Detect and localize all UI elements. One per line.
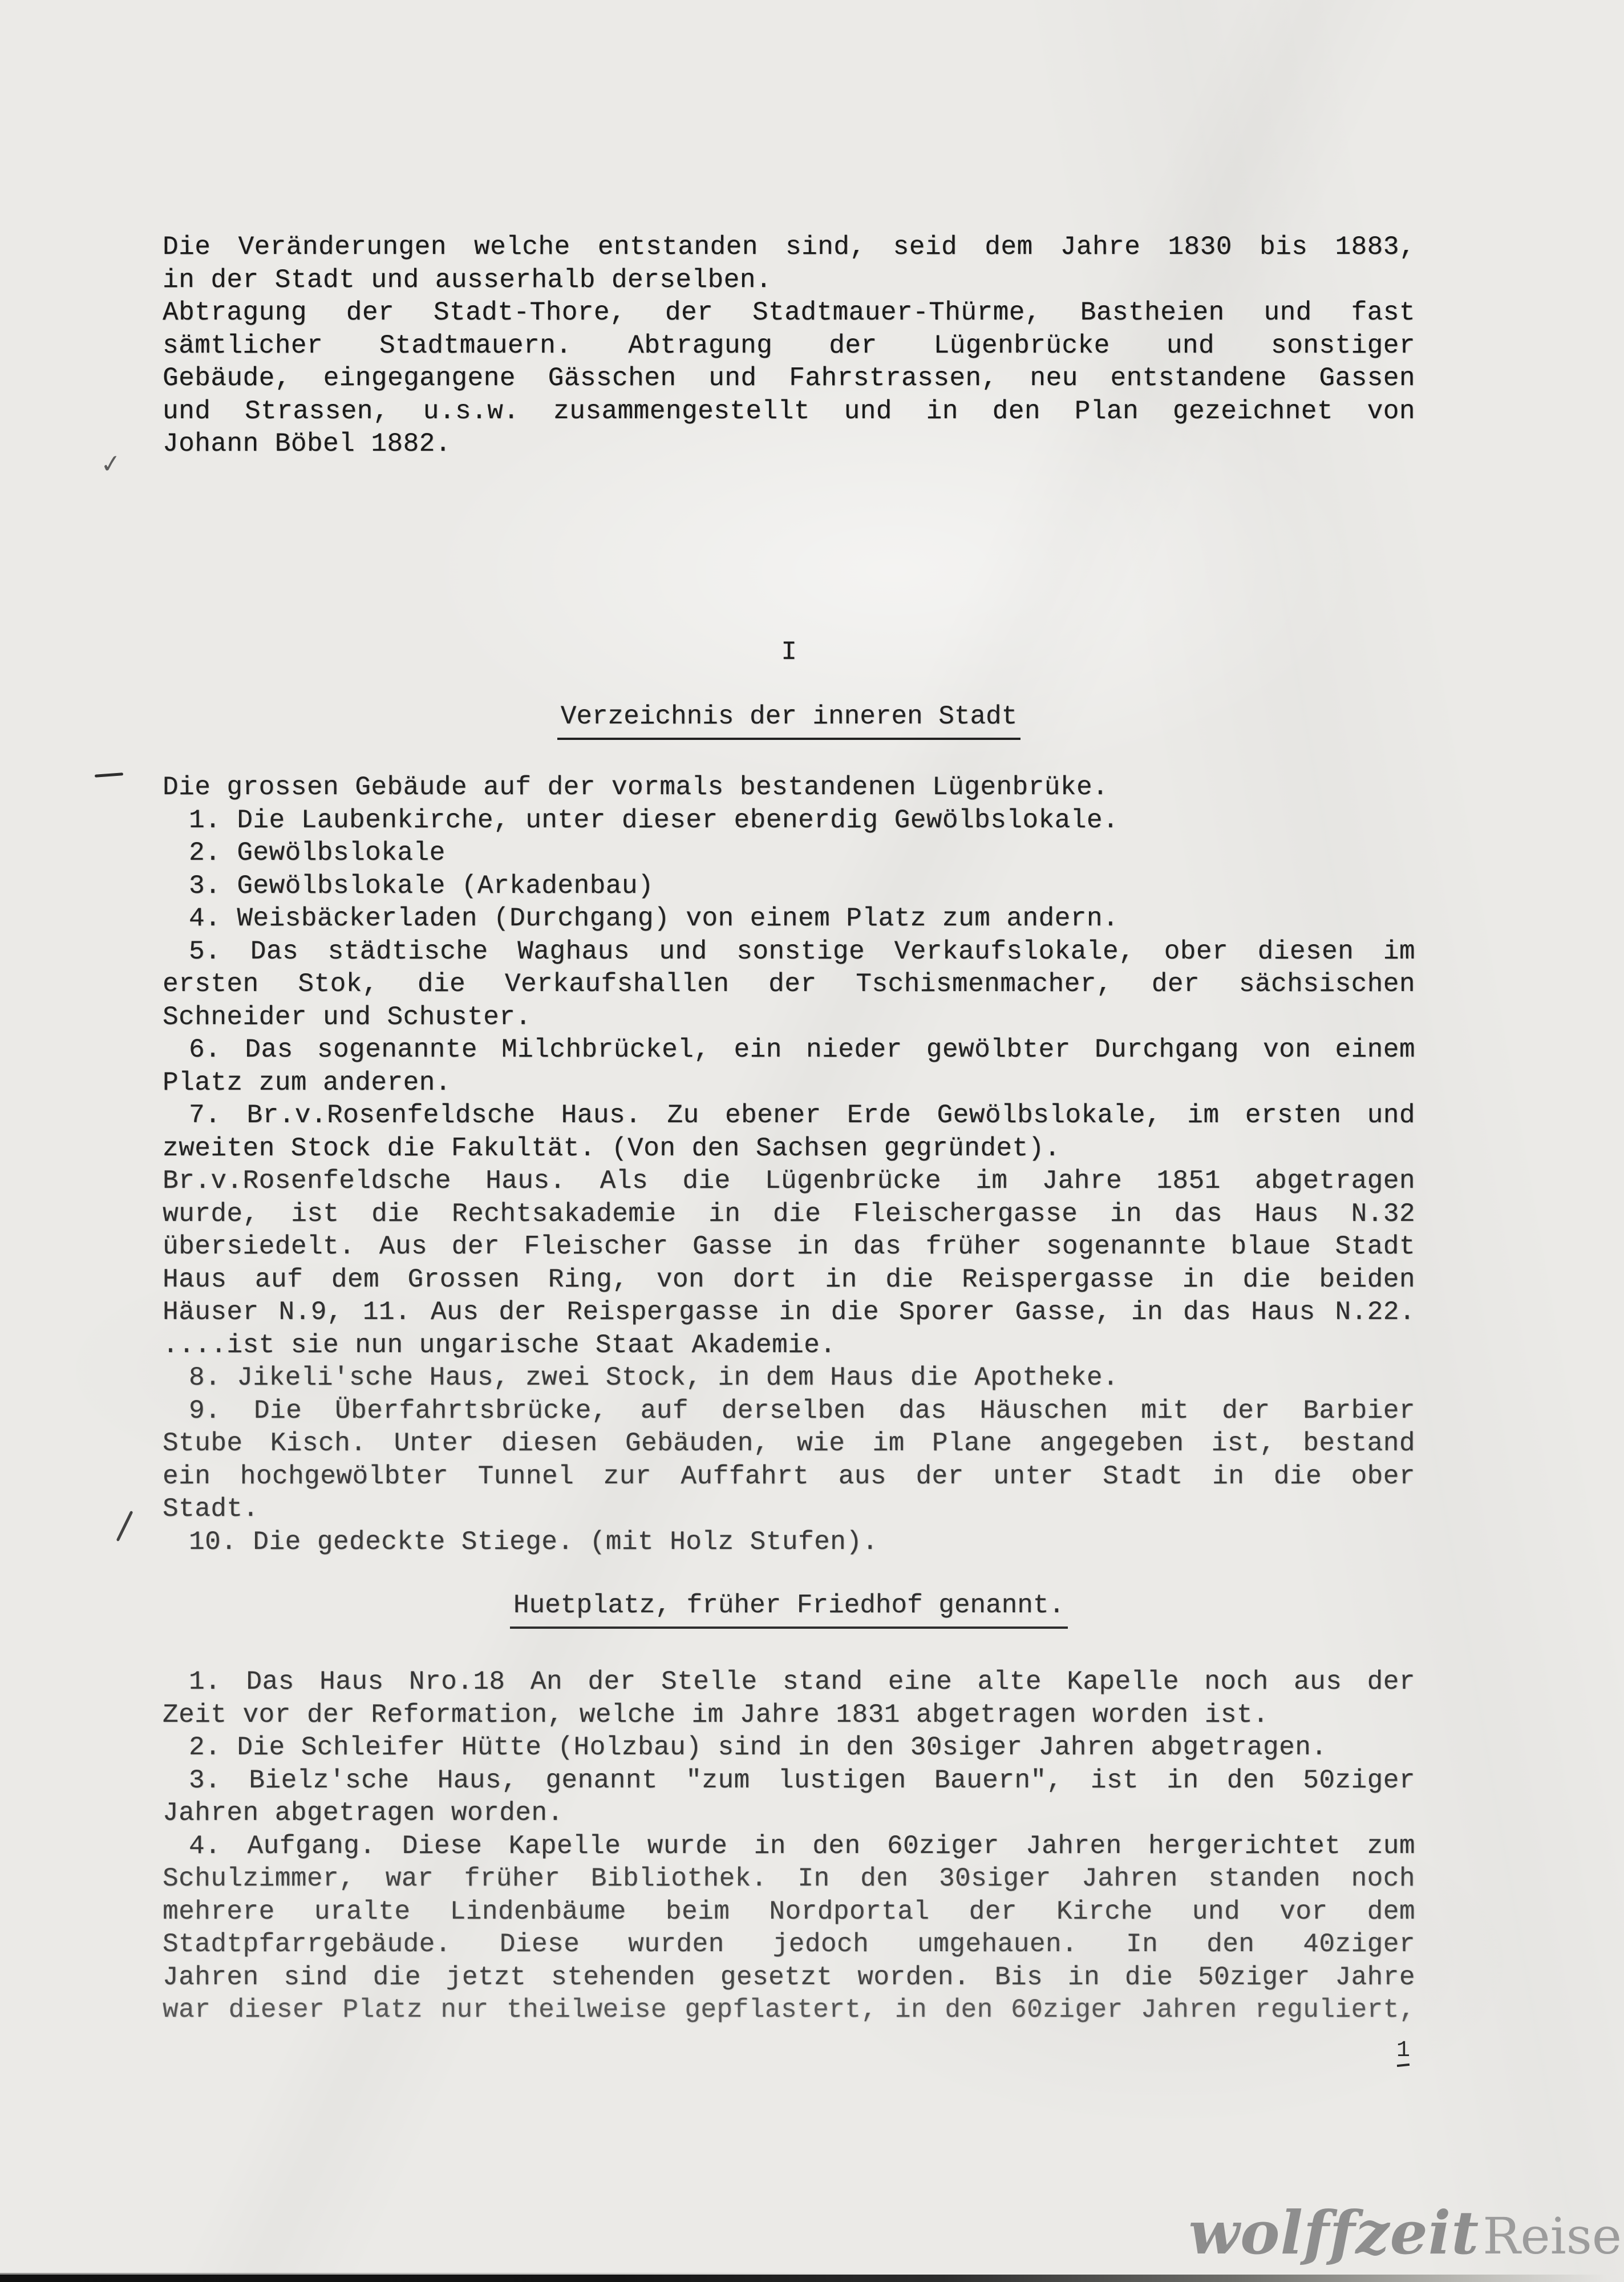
watermark: [1189, 2198, 1622, 2268]
text-line: 7. Br.v.Rosenfeldsche Haus. Zu ebener Erde Gewölbslokale, im ersten und: [189, 1100, 1415, 1130]
handwritten-check-icon: [116, 1511, 133, 1541]
text-line: wurde, ist die Rechtsakademie in die Fleischergasse in das Haus N.32: [163, 1199, 1415, 1229]
text-line: 9. Die Überfahrtsbrücke, auf derselben das Häuschen mit der Barbier: [189, 1395, 1415, 1426]
section-heading-text: Verzeichnis der inneren Stadt: [557, 701, 1021, 740]
scan-edge: [0, 2275, 1624, 2282]
text-line: Platz zum anderen.: [163, 1067, 451, 1098]
text-line: mehrere uralte Lindenbäume beim Nordportal der Kirche und vor dem: [163, 1896, 1415, 1927]
text-line: Gebäude, eingegangene Gässchen und Fahrstrassen, neu entstandene Gassen: [163, 363, 1415, 393]
text-line: 5. Das städtische Waghaus und sonstige Verkaufslokale, ober diesen im: [189, 936, 1415, 966]
text-line: 1. Das Haus Nro.18 An der Stelle stand eine alte Kapelle noch aus der: [189, 1667, 1415, 1697]
text-line: sämtlicher Stadtmauern. Abtragung der Lügenbrücke und sonstiger: [163, 330, 1415, 361]
text-line: übersiedelt. Aus der Fleischer Gasse in das früher sogenannte blaue Stadt: [163, 1232, 1415, 1261]
text-line: Häuser N.9, 11. Aus der Reispergasse in die Sporer Gasse, in das Haus N.22.: [163, 1297, 1415, 1327]
text-line: und Strassen, u.s.w. zusammengestellt und in den Plan gezeichnet von: [163, 396, 1415, 426]
text-line: Abtragung der Stadt-Thore, der Stadtmauer-Thürme, Bastheien und fast: [163, 298, 1415, 327]
part-numeral: I: [781, 637, 797, 667]
text-line: ....ist sie nun ungarische Staat Akademie.: [163, 1330, 836, 1360]
watermark-plain-text: Reise: [1483, 2207, 1622, 2265]
text-line: Jahren abgetragen worden.: [163, 1798, 564, 1828]
text-line: 8. Jikeli'sche Haus, zwei Stock, in dem Haus die Apotheke.: [189, 1363, 1119, 1393]
text-line: 6. Das sogenannte Milchbrückel, ein nieder gewölbter Durchgang von einem: [189, 1035, 1415, 1065]
text-line: Haus auf dem Grossen Ring, von dort in die Reispergasse in die beiden: [163, 1264, 1415, 1294]
page-number-underline: [1397, 2063, 1410, 2067]
handwritten-check-icon: ✓: [99, 448, 123, 480]
text-line: 2. Die Schleifer Hütte (Holzbau) sind in den 30siger Jahren abgetragen.: [189, 1733, 1327, 1762]
section-list-inner-stadt: [163, 771, 1415, 1559]
text-line: Die Veränderungen welche entstanden sind, seid dem Jahre 1830 bis 1883,: [163, 232, 1415, 262]
text-line: 4. Weisbäckerladen (Durchgang) von einem Platz zum andern.: [189, 904, 1119, 933]
text-line: 1. Die Laubenkirche, unter dieser ebenerdig Gewölbslokale.: [189, 805, 1119, 835]
text-line: Stadtpfarrgebäude. Diese wurden jedoch umgehauen. In den 40ziger: [163, 1929, 1415, 1959]
page-number: [1396, 2038, 1411, 2066]
text-line: Stadt.: [163, 1494, 259, 1524]
text-line: 10. Die gedeckte Stiege. (mit Holz Stufen).: [189, 1527, 878, 1557]
text-line: Die grossen Gebäude auf der vormals bestandenen Lügenbrüke.: [163, 772, 1109, 802]
intro-paragraph: [163, 231, 1415, 461]
section-heading-text: Huetplatz, früher Friedhof genannt.: [510, 1589, 1068, 1629]
text-line: Schneider und Schuster.: [163, 1002, 532, 1032]
text-line: 2. Gewölbslokale: [189, 838, 446, 868]
text-line: 3. Gewölbslokale (Arkadenbau): [189, 871, 654, 901]
text-line: ersten Stok, die Verkaufshallen der Tschismenmacher, der sächsischen: [163, 969, 1415, 999]
text-line: Jahren sind die jetzt stehenden gesetzt worden. Bis in die 50ziger Jahre: [163, 1962, 1415, 1992]
text-line: ein hochgewölbter Tunnel zur Auffahrt aus der unter Stadt in die ober: [163, 1461, 1415, 1491]
text-line: Stube Kisch. Unter diesen Gebäuden, wie im Plane angegeben ist, bestand: [163, 1429, 1415, 1458]
watermark-script-text: wolffzeit: [1188, 2198, 1480, 2268]
page-number-value: 1: [1396, 2038, 1411, 2063]
text-line: Johann Böbel 1882.: [163, 429, 451, 459]
text-line: Schulzimmer, war früher Bibliothek. In den 30siger Jahren standen noch: [163, 1864, 1415, 1893]
section-heading-huetplatz: [163, 1589, 1415, 1629]
section-list-huetplatz: [163, 1666, 1415, 2027]
text-line: in der Stadt und ausserhalb derselben.: [163, 265, 772, 295]
text-line: Zeit vor der Reformation, welche im Jahre 1831 abgetragen worden ist.: [163, 1700, 1269, 1730]
text-line: 3. Bielz'sche Haus, genannt "zum lustigen Bauern", ist in den 50ziger: [189, 1765, 1415, 1795]
handwritten-dash-icon: [95, 772, 123, 777]
text-line: 4. Aufgang. Diese Kapelle wurde in den 60ziger Jahren hergerichtet zum: [189, 1831, 1415, 1861]
text-line: war dieser Platz nur theilweise gepflastert, in den 60ziger Jahren reguliert,: [163, 1995, 1415, 2025]
section-heading-inner-stadt: [163, 701, 1415, 740]
text-line: Br.v.Rosenfeldsche Haus. Als die Lügenbrücke im Jahre 1851 abgetragen: [163, 1166, 1415, 1196]
text-line: zweiten Stock die Fakultät. (Von den Sachsen gegründet).: [163, 1133, 1060, 1163]
